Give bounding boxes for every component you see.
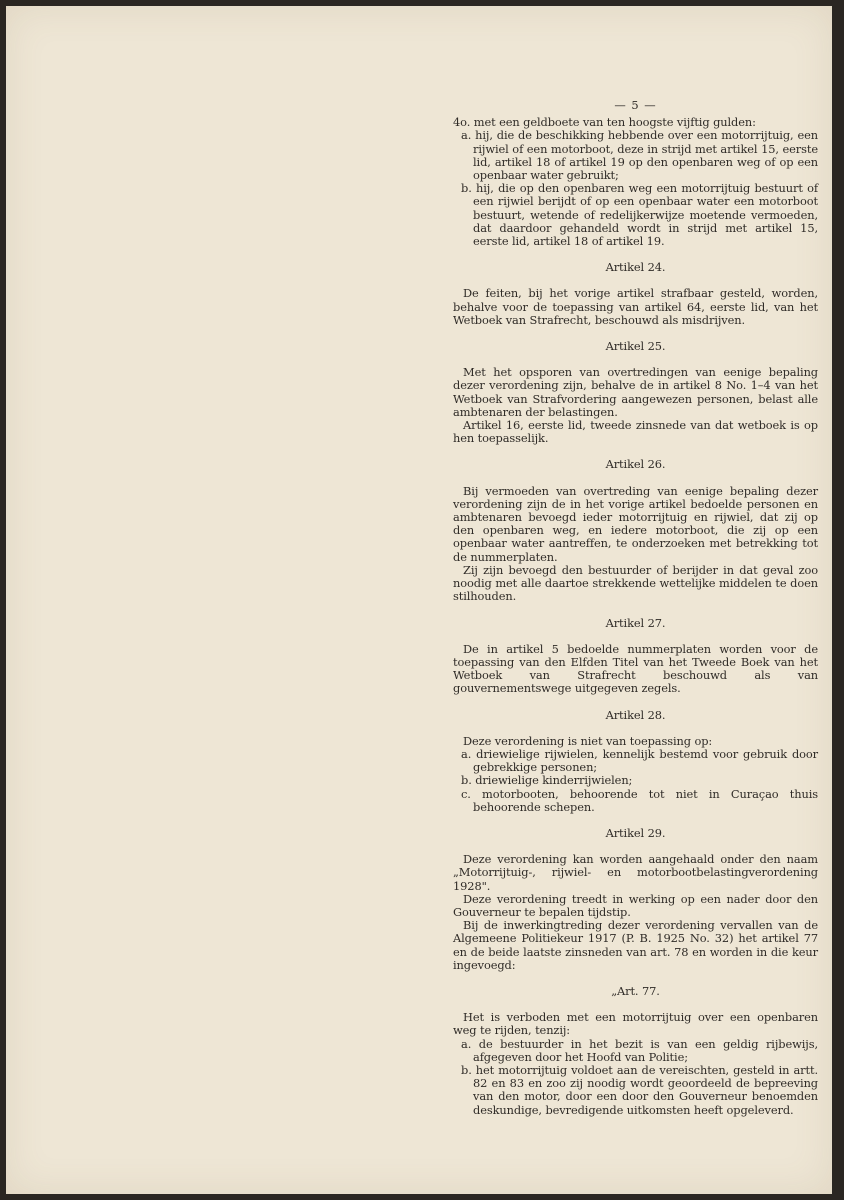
list-item: b. hij, die op den openbaren weg een motorrijtuig bestuurt of een rijwiel berijdt of op een openbaar water een motorboot bestuurt, wetende of redelijkerwijze moetende vermoeden, dat daardoor gehandeld wordt in strijd met artikel 15, eerste lid, artikel 18 of artikel 19. (461, 181, 818, 249)
paragraph: Bij vermoeden van overtreding van eenige bepaling dezer verordening zijn de in het vorige artikel bedoelde personen en ambtenaren bevoegd ieder motorrijtuig en rijwiel, dat zij op den openbaren weg, en iedere motorboot, die zij op een openbaar water aantreffen, te onderzoeken met betrekking tot de nummerplaten. (453, 483, 818, 564)
paragraph: De feiten, bij het vorige artikel strafbaar gesteld, worden, behalve voor de toepassing van artikel 64, eerste lid, van het Wetboek van Strafrecht, beschouwd als misdrijven. (453, 286, 818, 327)
document-page (6, 6, 832, 1194)
list-item: a. de bestuurder in het bezit is van een geldig rijbewijs, afgegeven door het Hoofd van Politie; (461, 1036, 818, 1064)
paragraph: Met het opsporen van overtredingen van eenige bepaling dezer verordening zijn, behalve de in artikel 8 No. 1–4 van het Wetboek van Strafvordering aangewezen personen, belast alle ambtenaren der belastingen. (453, 365, 818, 419)
intro-lead: 4o. met een geldboete van ten hoogste vijftig gulden: (453, 115, 756, 130)
paragraph: Deze verordening treedt in werking op een nader door den Gouverneur te bepalen tijdstip. (453, 891, 818, 919)
article-heading: Artikel 28. (605, 707, 666, 722)
list-item: a. hij, die de beschikking hebbende over een motorrijtuig, een rijwiel of een motorboot, deze in strijd met artikel 15, eerste lid, artikel 18 of artikel 19 op den openbaren weg of op een openbaar water gebruikt; (461, 128, 818, 183)
article-heading: Artikel 27. (605, 615, 666, 630)
paragraph: Zij zijn bevoegd den bestuurder of berijder in dat geval zoo noodig met alle daartoe strekkende wettelijke middelen te doen stilhouden. (453, 562, 818, 604)
article-heading: Artikel 24. (605, 260, 666, 275)
list-item: c. motorbooten, behoorende tot niet in Curaçao thuis behoorende schepen. (461, 786, 818, 814)
paragraph: De in artikel 5 bedoelde nummerplaten worden voor de toepassing van den Elfden Titel van het Tweede Boek van het Wetboek van Strafrecht beschouwd als van gouvernementswege uitgegeven zegels. (453, 641, 818, 696)
document-text (453, 99, 818, 1117)
paragraph: Deze verordening is niet van toepassing op: (463, 733, 713, 748)
paragraph: Bij de inwerkingtreding dezer verordening vervallen van de Algemeene Politiekeur 1917 (P. B. 1925 No. 32) het artikel 77 en de beide laatste zinsneden van art. 78 en worden in die keur ingevoegd: (453, 918, 818, 972)
paragraph: Artikel 16, eerste lid, tweede zinsnede van dat wetboek is op hen toepasselijk. (453, 418, 818, 446)
paragraph: Deze verordening kan worden aangehaald onder den naam „Motorrijtuig-, rijwiel- en motorbootbelastingverordening 1928". (453, 852, 818, 893)
list-item: b. het motorrijtuig voldoet aan de vereischten, gesteld in artt. 82 en 83 en zoo zij noodig wordt geoordeeld de bepreeving van den motor, door een door den Gouverneur benoemden deskundige, bevredigende uitkomsten heeft opgeleverd. (461, 1062, 818, 1117)
article-heading: Artikel 26. (605, 457, 666, 472)
article-heading: Artikel 29. (605, 825, 666, 840)
paragraph: Het is verboden met een motorrijtuig over een openbaren weg te rijden, tenzij: (453, 1010, 818, 1038)
page-number: — 5 — (614, 98, 657, 112)
list-item: a. driewielige rijwielen, kennelijk bestemd voor gebruik door gebrekkige personen; (461, 746, 818, 775)
article-heading: „Art. 77. (611, 983, 660, 998)
article-heading: Artikel 25. (605, 339, 666, 354)
list-item: b. driewielige kinderrijwielen; (461, 773, 633, 788)
